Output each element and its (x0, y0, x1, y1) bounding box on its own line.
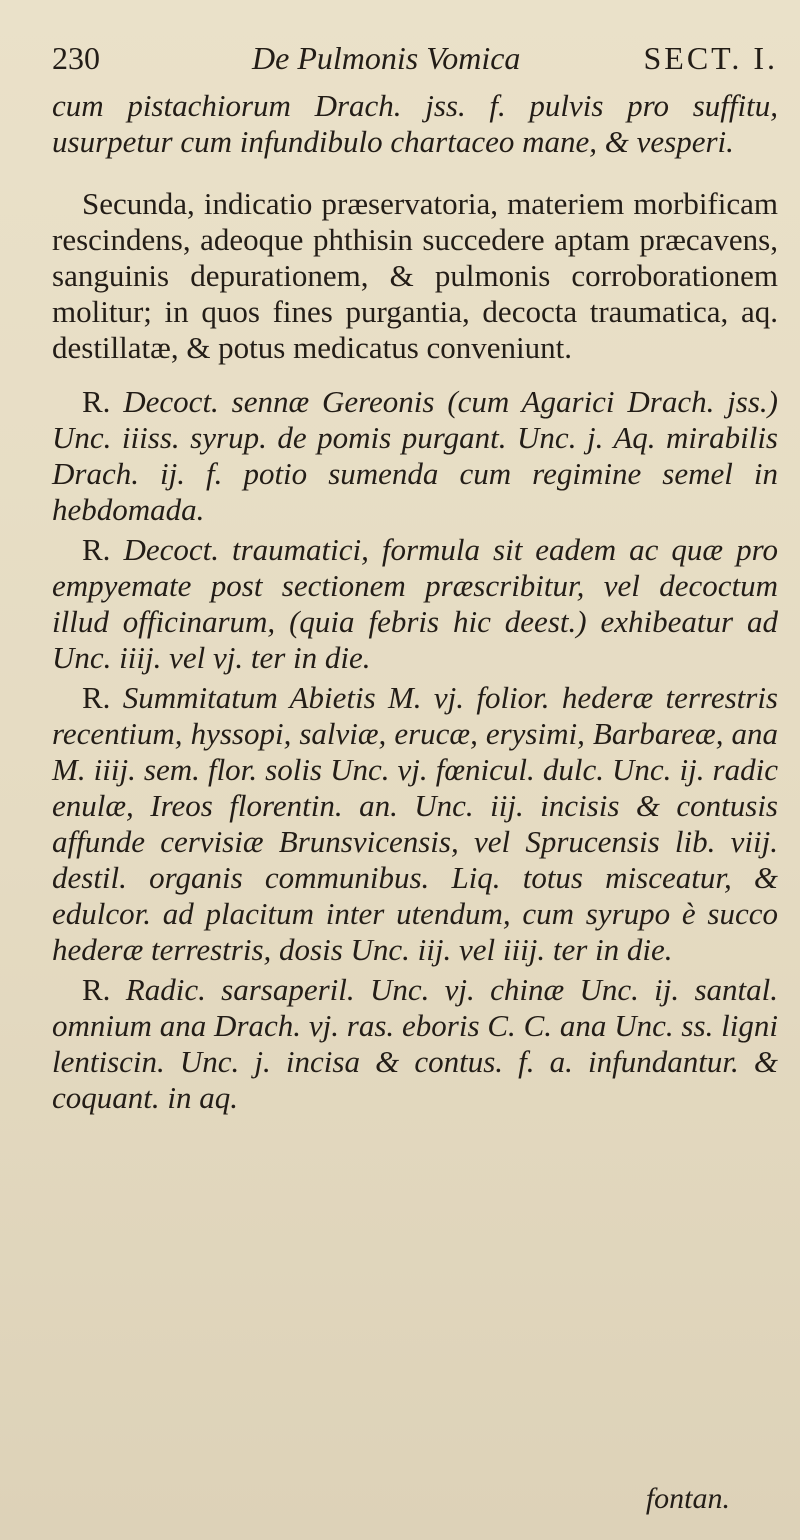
recipe-text: Decoct. sennæ Gereonis (cum Agarici Drach. jss.) Unc. iiiss. syrup. de pomis purgant. Unc. j. Aq. mirabilis Drach. ij. f. potio sumenda cum regimine semel in hebdomada. (52, 384, 778, 527)
page-number: 230 (52, 40, 100, 76)
page-body (52, 88, 778, 1116)
recipe-lead: R. (82, 972, 111, 1007)
recipe-text: Radic. sarsaperil. Unc. vj. chinæ Unc. ij. santal. omnium ana Drach. vj. ras. eboris C. C. ana Unc. ss. ligni lentiscin. Unc. j. incisa & contus. f. a. infundantur. & coquant. in aq. (52, 972, 779, 1115)
running-header (52, 40, 778, 80)
recipe-lead: R. (82, 680, 111, 715)
section-label: SECT. I. (643, 40, 778, 76)
recipe-lead: R. (82, 532, 111, 567)
recipe-text: Summitatum Abietis M. vj. folior. hederæ terrestris recentium, hyssopi, salviæ, erucæ, erysimi, Barbareæ, ana M. iiij. sem. flor. solis Unc. vj. fœnicul. dulc. Unc. ij. radic enulæ, Ireos florentin. an. Unc. iij. incisis & contusis affunde cervisiæ Brunsvicensis, vel Sprucensis lib. viij. destil. organis communibus. Liq. totus misceatur, & edulcor. ad placitum inter utendum, cum syrupo è succo hederæ terrestris, dosis Unc. iij. vel iiij. ter in die. (52, 680, 778, 967)
recipe-lead: R. (82, 384, 111, 419)
recipe-2 (52, 532, 778, 676)
recipe-text: Decoct. traumatici, formula sit eadem ac quæ pro empyemate post sectionem præscribitur, vel decoctum illud officinarum, (quia febris hic deest.) exhibeatur ad Unc. iiij. vel vj. ter in die. (52, 532, 779, 675)
recipe-1 (52, 384, 778, 528)
recipe-4 (52, 972, 778, 1116)
paragraph-2: Secunda, indicatio præservatoria, materiem morbificam rescindens, adeoque phthisin succedere aptam præcavens, sanguinis depurationem, & pulmonis corroborationem molitur; in quos fines purgantia, decocta traumatica, aq. destillatæ, & potus medicatus conveniunt. (52, 186, 778, 365)
recipe-3 (52, 680, 778, 968)
paragraph-1: cum pistachiorum Drach. jss. f. pulvis pro suffitu, usurpetur cum infundibulo chartaceo mane, & vesperi. (52, 88, 778, 159)
running-title: De Pulmonis Vomica (252, 40, 521, 76)
catchword: fontan. (645, 1482, 730, 1515)
